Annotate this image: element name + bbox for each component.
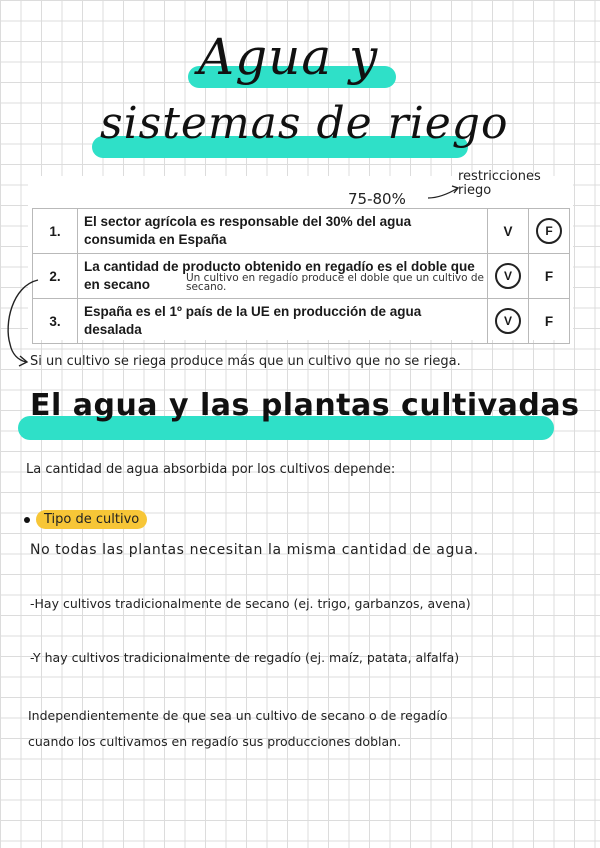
statement-text: La cantidad de producto obtenido en regadío es el doble que en secano xyxy=(84,259,475,292)
row-number: 3. xyxy=(33,299,78,344)
percent-annotation: 75-80% xyxy=(348,190,406,208)
circled-answer: V xyxy=(495,308,521,334)
bullet-dot xyxy=(24,517,30,523)
false-option[interactable] xyxy=(529,299,570,344)
arrow-icon xyxy=(426,182,462,202)
body-line-5: cuando los cultivamos en regadío sus producciones doblan. xyxy=(28,734,402,749)
false-option[interactable] xyxy=(529,254,570,299)
false-option-selected[interactable] xyxy=(529,209,570,254)
bullet-label-tipo-de-cultivo: Tipo de cultivo xyxy=(36,510,147,529)
table-row xyxy=(33,209,570,254)
intro-text: La cantidad de agua absorbida por los cultivos depende: xyxy=(26,462,396,477)
section-heading: El agua y las plantas cultivadas xyxy=(30,388,580,423)
row-number: 2. xyxy=(33,254,78,299)
circled-answer: V xyxy=(495,263,521,289)
body-line-1: No todas las plantas necesitan la misma cantidad de agua. xyxy=(30,542,479,558)
body-line-3: -Y hay cultivos tradicionalmente de regadío (ej. maíz, patata, alfalfa) xyxy=(30,650,460,665)
f-label: F xyxy=(544,313,554,329)
page-title-line-2: sistemas de riego xyxy=(100,98,509,149)
quiz-card xyxy=(28,169,573,340)
true-option-selected[interactable] xyxy=(488,299,529,344)
statement-cell xyxy=(78,254,488,299)
body-line-2: -Hay cultivos tradicionalmente de secano (ej. trigo, garbanzos, avena) xyxy=(30,596,471,611)
statement-text: El sector agrícola es responsable del 30% del agua consumida en España xyxy=(78,209,488,254)
arrow-conclusion-note: Si un cultivo se riega produce más que un cultivo que no se riega. xyxy=(30,354,461,369)
body-line-4: Independientemente de que sea un cultivo de secano o de regadío xyxy=(28,708,448,723)
row-number: 1. xyxy=(33,209,78,254)
handwritten-note: Un cultivo en regadío produce el doble que un cultivo de secano. xyxy=(186,272,484,293)
statement-text: España es el 1º país de la UE en producción de agua desalada xyxy=(78,299,488,344)
circled-answer: F xyxy=(536,218,562,244)
restrictions-annotation: restricciones riego xyxy=(458,169,541,198)
page-title-line-1: Agua y xyxy=(198,28,379,86)
table-row xyxy=(33,254,570,299)
true-option-selected[interactable] xyxy=(488,254,529,299)
true-option[interactable] xyxy=(488,209,529,254)
table-row xyxy=(33,299,570,344)
quiz-table xyxy=(32,208,570,344)
f-label: F xyxy=(544,268,554,284)
v-label: V xyxy=(503,223,513,239)
